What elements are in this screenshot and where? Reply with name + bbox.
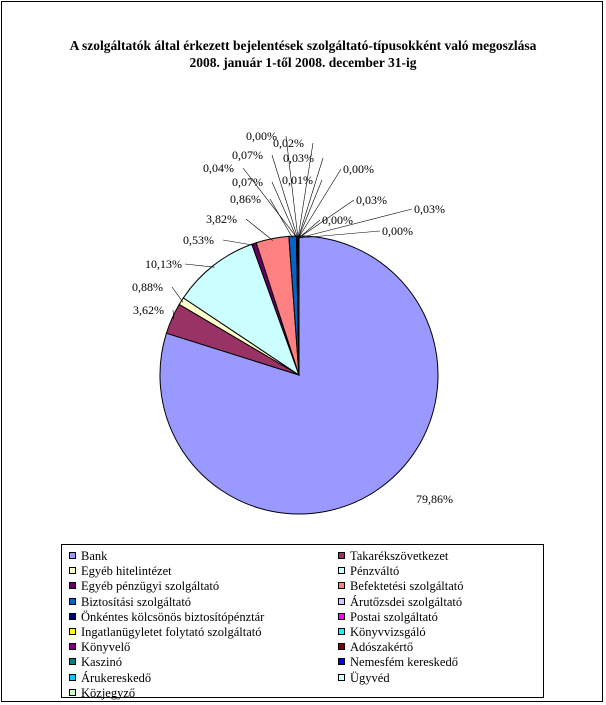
legend-label: Egyéb pénzügyi szolgáltató — [81, 579, 220, 594]
legend-swatch — [338, 598, 345, 605]
legend-label: Közjegyző — [81, 685, 136, 700]
data-label-penzvalto: 10,13% — [145, 257, 182, 271]
legend-label: Ingatlanügyletet folytató szolgáltató — [81, 625, 262, 639]
chart-title-line-2: 2008. január 1-től 2008. december 31-ig — [189, 55, 417, 70]
legend-swatch — [69, 613, 76, 620]
data-label-postai-szolgaltato: 0,07% — [232, 148, 263, 162]
legend-label: Biztosítási szolgáltató — [81, 594, 192, 609]
leader-line-befektetesi-szolgaltato — [246, 219, 273, 241]
data-label-kozjegyzo: 0,00% — [382, 224, 413, 238]
legend-label: Pénzváltó — [350, 564, 400, 579]
legend-swatch — [69, 674, 76, 681]
legend-label: Egyéb hitelintézet — [81, 564, 172, 579]
legend-swatch — [69, 658, 76, 665]
legend-label: Bank — [81, 549, 108, 563]
legend-label: Könyvelő — [81, 640, 131, 655]
data-label-bank: 79,86% — [416, 492, 453, 506]
legend-swatch — [338, 628, 345, 635]
data-label-arutozsdei-szolgaltato: 0,07% — [232, 175, 263, 189]
legend-swatch — [69, 628, 76, 635]
leader-line-penzvalto — [185, 264, 215, 267]
legend-label: Nemesfém kereskedő — [350, 655, 458, 670]
data-label-takarekszovetkezet: 3,62% — [133, 303, 164, 317]
data-label-egyeb-penzugyi-szolgaltato: 0,53% — [183, 233, 214, 247]
legend-swatch — [338, 658, 345, 665]
legend-swatch — [69, 598, 76, 605]
leader-line-egyeb-hitelintezet — [172, 287, 183, 302]
legend-swatch — [338, 613, 345, 620]
legend-swatch — [69, 552, 76, 559]
legend-swatch — [338, 552, 345, 559]
legend-swatch — [338, 567, 345, 574]
leader-line-konyvelo — [298, 158, 323, 238]
legend-swatch — [338, 643, 345, 650]
leader-line-kozjegyzo — [299, 231, 380, 238]
pie-slices — [160, 236, 438, 514]
chart-title-line-1: A szolgáltatók által érkezett bejelentések szolgáltató-típusokként való megoszlása — [69, 38, 537, 53]
legend — [61, 544, 544, 698]
data-label-konyvvizsgalo: 0,02% — [273, 136, 304, 150]
legend-label: Takarékszövetkezet — [350, 549, 449, 563]
data-label-ugyved: 0,03% — [414, 202, 445, 216]
legend-swatch — [69, 567, 76, 574]
data-label-nemesfem-kereskedo: 0,03% — [356, 193, 387, 207]
legend-swatch — [338, 582, 345, 589]
legend-label: Befektetési szolgáltató — [350, 579, 464, 594]
leader-line-egyeb-penzugyi-szolgaltato — [223, 240, 255, 245]
legend-swatch — [69, 689, 76, 696]
legend-label: Ügyvéd — [350, 670, 390, 685]
legend-label: Árukereskedő — [81, 670, 152, 685]
leader-line-postai-szolgaltato — [272, 155, 298, 238]
data-label-befektetesi-szolgaltato: 3,82% — [206, 212, 237, 226]
leader-line-biztositasi-szolgaltato — [270, 199, 293, 238]
legend-label: Kaszinó — [81, 655, 122, 670]
legend-label: Postai szolgáltató — [350, 609, 438, 624]
legend-label: Könyvvizsgáló — [350, 625, 426, 639]
data-label-ingatlanugyletet-folytato-szolgaltato: 0,00% — [246, 129, 277, 143]
data-label-egyeb-hitelintezet: 0,88% — [132, 280, 163, 294]
data-label-kaszino: 0,00% — [343, 162, 374, 176]
legend-label: Önkéntes kölcsönös biztosítópénztár — [81, 609, 265, 624]
data-label-biztositasi-szolgaltato: 0,86% — [230, 192, 261, 206]
legend-swatch — [338, 674, 345, 681]
legend-swatch — [69, 643, 76, 650]
legend-swatch — [69, 582, 76, 589]
legend-label: Adószakértő — [350, 640, 414, 655]
data-label-onkentes-kolcsonos-biztositopenztar: 0,04% — [203, 161, 234, 175]
leader-line-adoszakerto — [298, 180, 322, 238]
data-label-adoszakerto: 0,01% — [282, 173, 313, 187]
data-label-arukereskedo: 0,00% — [322, 213, 353, 227]
data-label-konyvelo: 0,03% — [283, 151, 314, 165]
legend-label: Árutőzsdei szolgáltató — [350, 594, 463, 609]
